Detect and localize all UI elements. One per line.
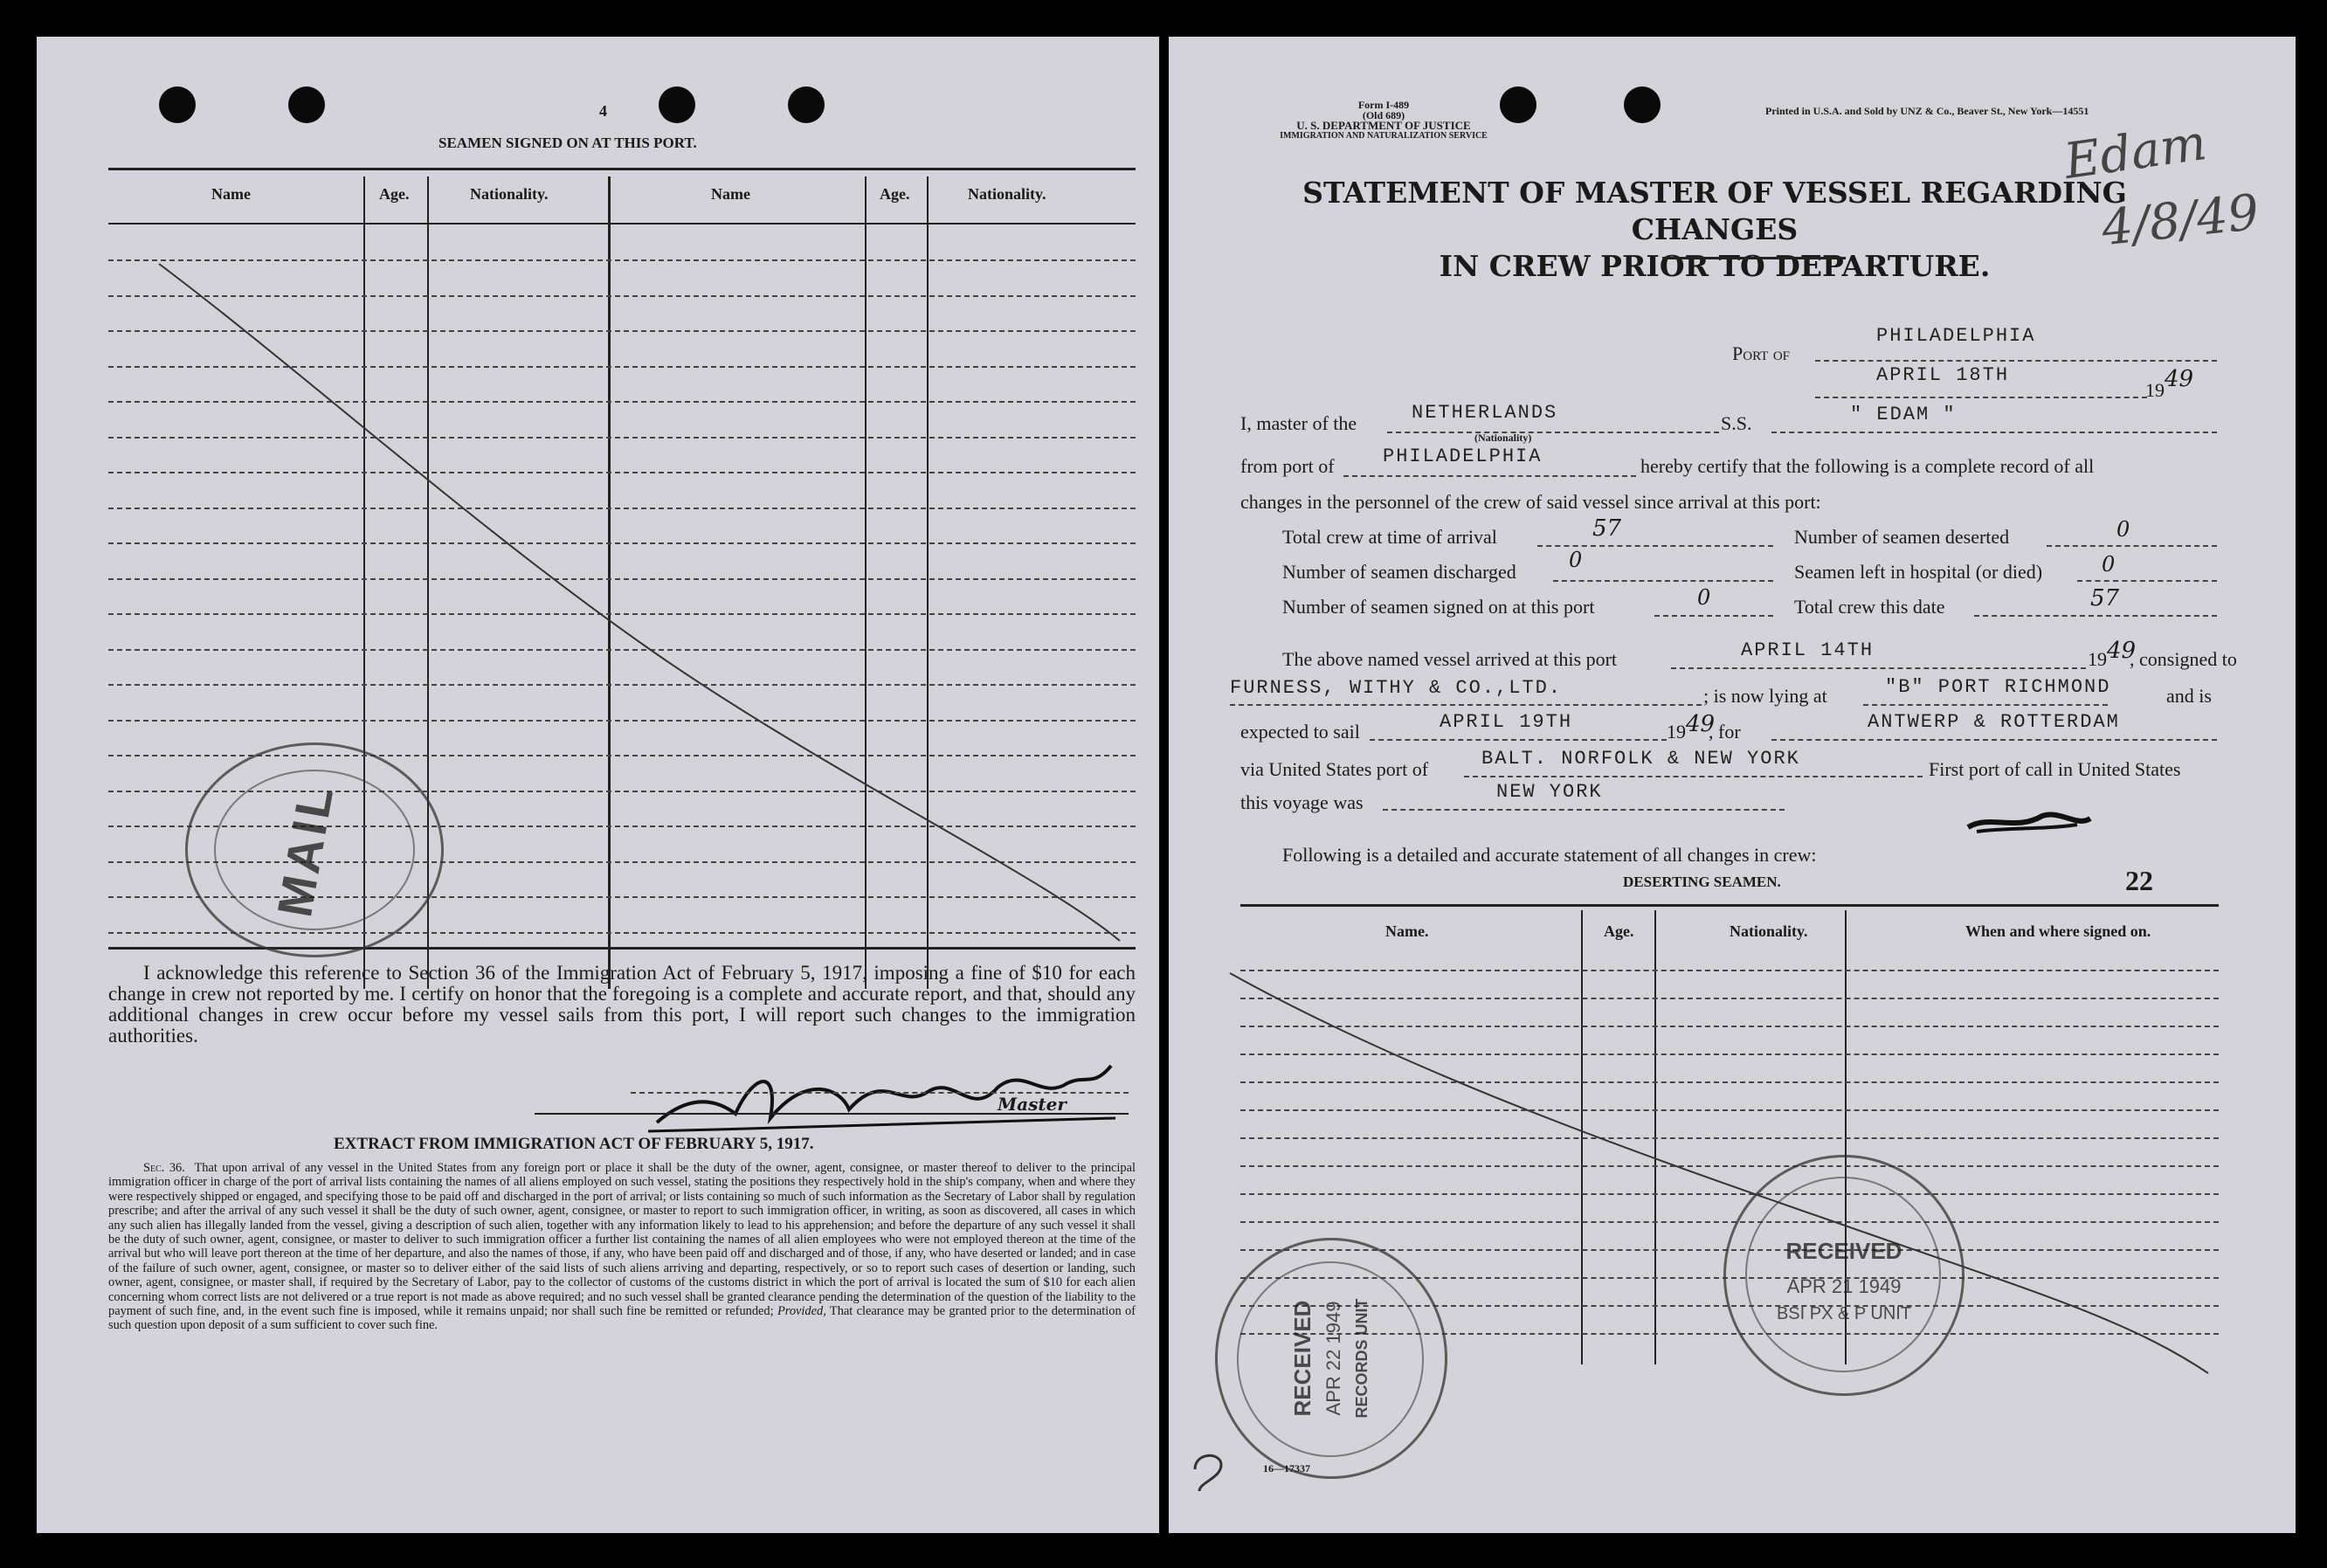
right-page	[1169, 37, 2296, 1533]
year-value: 49	[2165, 366, 2194, 392]
master-label: Master	[998, 1094, 1067, 1115]
discharged-value: 0	[1569, 548, 1583, 572]
column-header: Age.	[379, 185, 410, 203]
port-label: Port of	[1732, 342, 1791, 364]
extract-provided: Provided,	[777, 1304, 826, 1319]
nationality-caption: (Nationality)	[1474, 432, 1532, 444]
column-header: Nationality.	[1730, 922, 1808, 940]
total-date-label: Total crew this date	[1794, 596, 1945, 618]
title-line-1: STATEMENT OF MASTER OF VESSEL REGARDING CHANGES	[1302, 176, 2127, 246]
date-value: APRIL 18TH	[1876, 364, 2010, 386]
column-header: Nationality.	[470, 185, 549, 203]
footer-code: 16—17337	[1263, 1462, 1310, 1475]
signed-on-label: Number of seamen signed on at this port	[1282, 596, 1595, 618]
arrived-value: APRIL 14TH	[1741, 639, 1875, 661]
lying-value: "B" PORT RICHMOND	[1885, 676, 2111, 698]
deserted-label: Number of seamen deserted	[1794, 526, 2010, 548]
lying-label: ; is now lying at	[1703, 685, 1827, 707]
via-value: BALT. NORFOLK & NEW YORK	[1481, 748, 1800, 770]
received-date: APR 21 1949	[1786, 1275, 1902, 1297]
consigned-label: , consigned to	[2130, 648, 2237, 670]
handwritten-date: 4/8/49	[2099, 183, 2262, 258]
column-header: Age.	[1604, 922, 1634, 940]
column-header: Name	[711, 185, 750, 203]
voyage-label: this voyage was	[1240, 791, 1364, 813]
extract-section: Sec. 36.	[143, 1161, 185, 1175]
and-is-label: and is	[2166, 685, 2212, 707]
extract-tail: That clearance may be granted prior to the determination of such question upon deposit of a sum sufficient to cover such fine.	[108, 1304, 1136, 1333]
nationality-value: NETHERLANDS	[1412, 402, 1558, 424]
deserting-heading: DESERTING SEAMEN.	[1623, 874, 1781, 890]
sail-year-prefix: 19	[1667, 721, 1686, 743]
column-header: Name.	[1385, 922, 1429, 940]
via-label: via United States port of	[1240, 758, 1429, 780]
records-stamp	[1215, 1238, 1447, 1479]
stamp-inner-ring	[1745, 1177, 1941, 1372]
department: U. S. DEPARTMENT OF JUSTICE	[1296, 119, 1471, 132]
section-heading: SEAMEN SIGNED ON AT THIS PORT.	[438, 135, 697, 151]
total-date-value: 57	[2090, 585, 2120, 611]
sail-value: APRIL 19TH	[1440, 711, 1573, 733]
changes-text: changes in the personnel of the crew of said vessel since arrival at this port:	[1240, 491, 1821, 513]
extract-body: That upon arrival of any vessel in the United States from any foreign port or place it shall be the duty of the owner, agent, consignee, or master thereof to deliver to the principal immigration officer in charge of the port of arrival lists containing the names of all aliens employed on such vessel, stating the positions they respectively hold in the ship's company, when and where they were respectively shipped or engaged, and specifying those to be paid off and discharged in the port of arrival; or lists containing so much of such information as the Secretary of Labor shall by regulation prescribe; and after the arrival of any such vessel it shall be the duty of such owner, agent, consignee, or master to report to such immigration officer, in writing, as soon as discovered, all cases in which any such alien has illegally landed from the vessel, giving a description of such alien, together with any information likely to lead to his apprehension; and before the departure of any such vessel it shall be the duty of such owner, agent, consignee, or master to deliver to such immigration officer a further list containing the names of all alien employees who were not employed thereon at the time of the arrival but who will leave port thereon at the time of her departure, and also the names of those, if any, who have been paid off and discharged and of those, if any, who have deserted or landed; and in case of the failure of such owner, agent, consignee, or master so to deliver either of the said lists of such aliens arriving and departing, respectively, or so to report such cases of desertion or landing, such owner, agent, consignee, or master shall, if required by the Secretary of Labor, pay to the collector of customs of the customs district in which the port of arrival is located the sum of $10 for each alien concerning whom correct lists are not delivered or a true report is not made as above required; and no such vessel shall be granted clearance pending the determination of the question of the liability to the payment of such fine, and, in the event such fine is imposed, while it remains unpaid; nor shall such fine be remitted or refunded;	[108, 1161, 1136, 1319]
service: IMMIGRATION AND NATURALIZATION SERVICE	[1280, 131, 1488, 141]
extract-title: EXTRACT FROM IMMIGRATION ACT OF FEBRUARY 5, 1917.	[334, 1135, 814, 1153]
mail-stamp-text: MAIL	[266, 779, 344, 922]
page-number: 4	[599, 102, 607, 120]
port-value: PHILADELPHIA	[1876, 325, 2036, 347]
acknowledgement-text: I acknowledge this reference to Section 36 of the Immigration Act of February 5, 1917, imposing a fine of $10 for each change in crew not reported by me. I certify on honor that the foregoing is a complete and accurate report, and that, should any additional changes in crew occur before my vessel sails from this port, I will report such changes to the immigration authorities.	[108, 962, 1136, 1046]
ship-value: " EDAM "	[1850, 404, 1957, 425]
following-text: Following is a detailed and accurate statement of all changes in crew:	[1282, 844, 1817, 866]
records-unit: RECORDS UNIT	[1353, 1298, 1371, 1419]
deserted-value: 0	[2116, 517, 2130, 542]
total-arrival-value: 57	[1592, 515, 1622, 542]
year-prefix: 19	[2145, 379, 2165, 401]
title-line-2: IN CREW PRIOR TO DEPARTURE.	[1439, 249, 1991, 283]
discharged-label: Number of seamen discharged	[1282, 561, 1516, 583]
certify-text: hereby certify that the following is a complete record of all	[1640, 455, 2095, 477]
handwritten-ship-name: Edam	[2061, 114, 2210, 191]
form-number: Form I-489	[1357, 99, 1410, 111]
ss-label: S.S.	[1721, 412, 1752, 434]
hospital-value: 0	[2102, 552, 2116, 577]
arrived-year: 49	[2107, 638, 2137, 664]
stamp-inner-ring	[214, 770, 415, 930]
hospital-label: Seamen left in hospital (or died)	[1794, 561, 2043, 583]
printer-imprint: Printed in U.S.A. and Sold by UNZ & Co., Beaver St., New York—14551	[1765, 105, 2089, 117]
column-header: Name	[211, 185, 251, 203]
consignee-value: FURNESS, WITHY & CO.,LTD.	[1230, 677, 1563, 699]
first-port-label: First port of call in United States	[1929, 758, 2181, 780]
from-port-value: PHILADELPHIA	[1383, 446, 1543, 467]
received-unit: BSI PX & P UNIT	[1776, 1304, 1912, 1323]
destination-value: ANTWERP & ROTTERDAM	[1868, 711, 2120, 733]
extract-text	[108, 1161, 1136, 1333]
arrived-year-prefix: 19	[2088, 648, 2107, 670]
arrived-label: The above named vessel arrived at this port	[1282, 648, 1618, 670]
voyage-value: NEW YORK	[1496, 781, 1603, 803]
sail-label: expected to sail	[1240, 721, 1360, 743]
mail-stamp	[185, 743, 444, 957]
records-date: APR 22 1949	[1322, 1301, 1344, 1416]
form-old: (Old 689)	[1362, 109, 1405, 121]
signed-on-value: 0	[1697, 585, 1711, 610]
received-text: RECEIVED	[1785, 1238, 1902, 1264]
column-header: When and where signed on.	[1965, 922, 2151, 940]
handwritten-mark	[1186, 1443, 1239, 1495]
received-stamp	[1723, 1155, 1964, 1396]
column-header: Nationality.	[968, 185, 1046, 203]
records-received-text: RECEIVED	[1289, 1300, 1315, 1417]
master-label: I, master of the	[1240, 412, 1357, 434]
for-label: , for	[1709, 721, 1741, 743]
from-port-label: from port of	[1240, 455, 1335, 477]
total-arrival-label: Total crew at time of arrival	[1282, 526, 1497, 548]
left-page	[37, 37, 1159, 1533]
page-mark: 22	[2125, 865, 2153, 896]
sail-year: 49	[1686, 711, 1716, 737]
column-header: Age.	[880, 185, 910, 203]
